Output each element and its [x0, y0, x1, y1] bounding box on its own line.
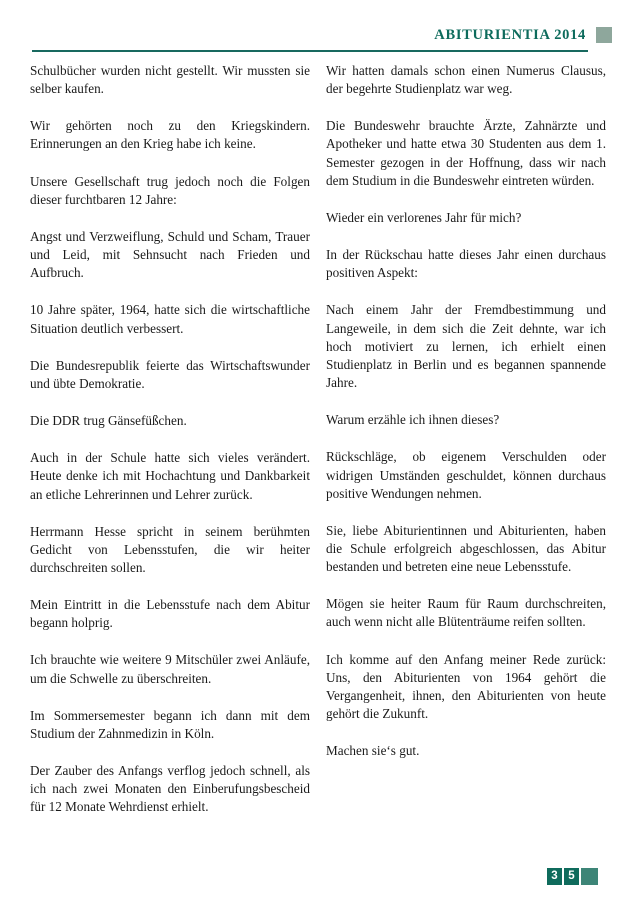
paragraph: Mein Eintritt in die Lebensstufe nach dem Abitur begann holprig. — [30, 597, 310, 631]
decorative-square-icon — [596, 27, 612, 43]
paragraph: Rückschläge, ob eigenem Verschulden oder widrigen Umständen geschuldet, können durchaus positive Wendungen nehmen. — [326, 449, 606, 501]
page-number-digit-first: 3 — [547, 868, 562, 885]
paragraph: Herrmann Hesse spricht in seinem berühmten Gedicht von Lebensstufen, die wir heiter durchschreiten sollen. — [30, 523, 310, 575]
paragraph: Angst und Verzweiflung, Schuld und Scham, Trauer und Leid, mit Sehnsucht nach Frieden und Aufbruch. — [30, 228, 310, 281]
paragraph: Der Zauber des Anfangs verflog jedoch schnell, als ich nach zwei Monaten den Einberufungsbescheid für 12 Monate Wehrdienst erhielt. — [30, 763, 310, 815]
page-number-digit-second: 5 — [564, 868, 579, 885]
paragraph: Machen sie‘s gut. — [326, 743, 420, 759]
header-inner — [32, 24, 612, 46]
paragraph: In der Rückschau hatte dieses Jahr einen durchaus positiven Aspekt: — [326, 247, 606, 281]
paragraph: Nach einem Jahr der Fremdbestimmung und Langeweile, in dem sich die Zeit dehnte, war ich hoch motiviert zu lernen, ich erhielt einen Studienplatz in Berlin und es begannen spannende Jahre. — [326, 302, 606, 391]
page-number — [547, 868, 598, 885]
publication-title: ABITURIENTIA 2014 — [434, 26, 586, 43]
paragraph: Wir hatten damals schon einen Numerus Clausus, der begehrte Studienplatz war weg. — [326, 63, 606, 97]
paragraph: Warum erzähle ich ihnen dieses? — [326, 412, 500, 428]
paragraph: 10 Jahre später, 1964, hatte sich die wirtschaftliche Situation deutlich verbessert. — [30, 302, 310, 336]
paragraph: Unsere Gesellschaft trug jedoch noch die Folgen dieser furchtbaren 12 Jahre: — [30, 173, 310, 207]
paragraph: Die Bundeswehr brauchte Ärzte, Zahnärzte und Apotheker und hatte etwa 30 Studenten aus dem 1. Semester gezogen in der Hoffnung, dass wir nach dem Studium in die Bundeswehr eintreten würden. — [326, 118, 606, 188]
page-header — [32, 24, 612, 50]
text-column-right — [326, 62, 606, 817]
paragraph: Mögen sie heiter Raum für Raum durchschreiten, auch wenn nicht alle Blütenträume reifen sollten. — [326, 596, 606, 630]
paragraph: Ich brauchte wie weitere 9 Mitschüler zwei Anläufe, um die Schwelle zu überschreiten. — [30, 652, 310, 686]
article-body — [30, 62, 606, 817]
paragraph: Die DDR trug Gänsefüßchen. — [30, 413, 187, 429]
paragraph: Schulbücher wurden nicht gestellt. Wir mussten sie selber kaufen. — [30, 63, 310, 97]
paragraph: Die Bundesrepublik feierte das Wirtschaftswunder und übte Demokratie. — [30, 357, 310, 391]
decorative-square-icon — [581, 868, 598, 885]
paragraph: Auch in der Schule hatte sich vieles verändert. Heute denke ich mit Hochachtung und Dankbarkeit an etliche Lehrerinnen und Lehrer zurück. — [30, 450, 310, 502]
text-column-left — [30, 62, 310, 817]
header-divider — [32, 50, 588, 52]
paragraph: Sie, liebe Abiturientinnen und Abiturienten, haben die Schule erfolgreich abgeschlossen, das Abitur bestanden und betreten eine neue Lebensstufe. — [326, 522, 606, 575]
paragraph: Im Sommersemester begann ich dann mit dem Studium der Zahnmedizin in Köln. — [30, 707, 310, 741]
paragraph: Ich komme auf den Anfang meiner Rede zurück: Uns, den Abiturienten von 1964 gehört die Vergangenheit, ihnen, den Abiturienten von heute gehört die Zukunft. — [326, 651, 606, 722]
paragraph: Wieder ein verlorenes Jahr für mich? — [326, 209, 522, 225]
paragraph: Wir gehörten noch zu den Kriegskindern. Erinnerungen an den Krieg habe ich keine. — [30, 118, 310, 152]
page-footer — [0, 868, 636, 890]
